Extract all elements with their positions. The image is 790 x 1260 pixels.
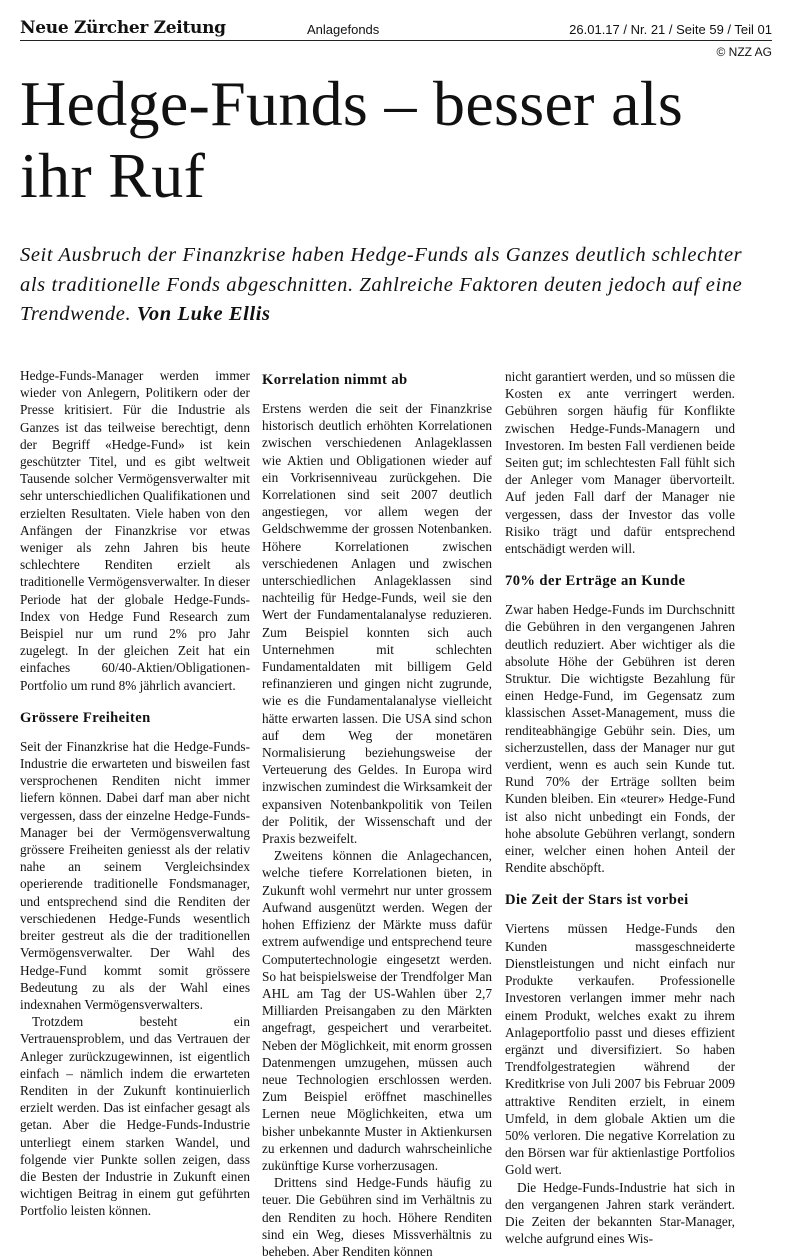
- masthead: [20, 18, 772, 41]
- subheading: Die Zeit der Stars ist vorbei: [505, 892, 689, 909]
- subheading: 70% der Erträge an Kunde: [505, 573, 686, 590]
- subheading: Grössere Freiheiten: [20, 709, 151, 726]
- byline: Von Luke Ellis: [136, 303, 271, 325]
- article-column-2: [262, 368, 492, 1260]
- article-lead: [20, 241, 760, 330]
- section-label: Anlagefonds: [307, 22, 380, 37]
- body-paragraph: Drittens sind Hedge-Funds häufig zu teuer. Die Gebühren sind im Verhältnis zu den Renditen zu hoch. Höhere Renditen sind ein Weg, dieses Missverhältnis zu beheben. Aber Renditen können: [262, 1175, 492, 1259]
- lead-text: Seit Ausbruch der Finanzkrise haben Hedge-Funds als Ganzes deutlich schlechter als traditionelle Fonds abgeschnitten. Zahlreiche Faktoren deuten jedoch auf eine Trendwende.: [20, 244, 743, 325]
- body-paragraph: Seit der Finanzkrise hat die Hedge-Funds-Industrie die erwarteten und bisweilen fast versprochenen Renditen nicht immer liefern können. Dabei darf man aber nicht vergessen, dass der einzelne Hedge-Funds-Manager bei der Vermögensverwaltung grössere Freiheiten geniesst als der relativ nahe an seinem Vergleichsindex operierende traditionelle Fondsmanager, und entsprechend sind die Renditen der verschiedenen Hedge-Funds wesentlich breiter gestreut als die der traditionellen Vermögensverwalter. Der Wahl des Hedge-Fund kommt somit grössere Bedeutung zu als der Wahl eines indexnahen Vermögensverwalters.: [20, 738, 250, 1012]
- body-paragraph: Trotzdem besteht ein Vertrauensproblem, und das Vertrauen der Anleger zurückzugewinnen, ist eigentlich einfach – nämlich indem die erwarteten Renditen in der Zukunft kontinuierlich erzielt werden. Das ist einfacher gesagt als getan. Aber die Hedge-Funds-Industrie unterliegt einem starken Wandel, und folgende vier Punkte sollen zeigen, dass die Besten der Industrie in Zukunft einen wichtigen Beitrag in einem gut geführten Portfolio leisten können.: [20, 1014, 250, 1219]
- article-column-3: [505, 368, 735, 1247]
- subheading: Korrelation nimmt ab: [262, 372, 408, 388]
- body-paragraph: nicht garantiert werden, und so müssen die Kosten ex ante verringert werden. Gebühren sorgen häufig für Konflikte zwischen Hedge-Funds-Managern und Investoren. Im besten Fall verdienen beide Seiten gut; im schlechtesten Fall fühlt sich der Anleger vom Manager übervorteilt. Auf jeden Fall darf der Manager nie vergessen, dass der Investor das volle Risiko trägt und dafür entsprechend entschädigt werden will.: [505, 369, 735, 557]
- copyright-notice: © NZZ AG: [716, 45, 772, 59]
- newspaper-name: Neue Zürcher Zeitung: [20, 18, 226, 38]
- body-paragraph: Zweitens können die Anlagechancen, welche tiefere Korrelationen bieten, in Zukunft wohl vermehrt nur unter grossem Aufwand ausgenützt werden. Wegen der hohen Effizienz der Märkte muss dafür extrem aufwendige und entsprechend teure Computertechnologie eingesetzt werden. So hat beispielsweise der Trendfolger Man AHL am Tag der US-Wahlen über 2,7 Milliarden Preisangaben zu den Märkten angefragt, gespeichert und verarbeitet. Neben der Möglichkeit, mit enorm grossen Datenmengen umzugehen, müssen auch neue Technologien erschlossen werden. Zum Beispiel eröffnet maschinelles Lernen neue Möglichkeiten, etwa um bisher unbekannte Muster in Aktienkursen zu erkennen und dadurch wahrscheinliche zukünftige Kurse vorherzusagen.: [262, 848, 492, 1173]
- body-paragraph: Erstens werden die seit der Finanzkrise historisch deutlich erhöhten Korrelationen zwischen verschiedenen Anlageklassen wie Aktien und Obligationen wieder auf ein Vorkrisenniveau zurückgehen. Die Korrelationen sind seit 2007 deutlich angestiegen, vor allem wegen der Geldschwemme der grossen Notenbanken. Höhere Korrelationen zwischen verschiedenen Anlagen und zwischen unterschiedlichen Anlageklassen sind nachteilig für Hedge-Funds, weil sie den Wert der Fundamentalanalyse reduzieren. Zum Beispiel konnten sich auch Unternehmen mit schlechten Fundamentaldaten mit billigem Geld refinanzieren und gingen nicht zugrunde, wie es die Fundamentalanalyse vielleicht hätte erwarten lassen. Die USA sind schon auf dem Weg der monetären Normalisierung beziehungsweise der Verteuerung des Geldes. In Europa wird inzwischen zumindest die Wirksamkeit der expansiven Notenbankpolitik von Teilen der Politik, der Wissenschaft und der Praxis bezweifelt.: [262, 401, 492, 847]
- body-paragraph: Zwar haben Hedge-Funds im Durchschnitt die Gebühren in den vergangenen Jahren deutlich reduziert. Aber wichtiger als die absolute Höhe der Gebühren ist deren Struktur. Die wichtigste Bezahlung für einen Hedge-Fund, im Gegensatz zum klassischen Asset-Management, muss die renditeabhängige Gebühr sein. Dies, um sicherzustellen, dass der Manager nur gut verdient, wenn es auch sein Kunde tut. Rund 70% der Erträge sollten beim Kunden bleiben. Ein «teurer» Hedge-Fund ist also nicht unbedingt ein Fonds, der hohe absolute Gebühren verlangt, sondern einer, welcher einen hohen Anteil der Rendite abschöpft.: [505, 602, 735, 876]
- article-column-1: [20, 367, 250, 1220]
- issue-info: 26.01.17 / Nr. 21 / Seite 59 / Teil 01: [569, 22, 772, 37]
- body-paragraph: Viertens müssen Hedge-Funds den Kunden massgeschneiderte Dienstleistungen und nicht einfach nur Produkte verkaufen. Professionelle Investoren verlangen immer mehr nach einem Produkt, welches exakt zu ihrem Anlageportfolio passt und dieses effizient ergänzt und diversifiziert. So haben Trendfolgestrategien während der Kreditkrise von Juli 2007 bis Februar 2009 attraktive Renditen erzielt, in einem Umfeld, in dem globale Aktien um die 50% verloren. Die negative Korrelation zu den Börsen war für aktienlastige Portfolios Gold wert.: [505, 921, 735, 1178]
- body-paragraph: Die Hedge-Funds-Industrie hat sich in den vergangenen Jahren stark verändert. Die Zeiten der bekannten Star-Manager, welche aufgrund eines Wis-: [505, 1179, 735, 1247]
- body-paragraph: Hedge-Funds-Manager werden immer wieder von Anlegern, Politikern oder der Presse kritisiert. Für die Industrie als Ganzes ist das teilweise berechtigt, denn der Begriff «Hedge-Fund» ist kein geschützter Titel, und es gibt weltweit Tausende solcher Vermögensverwalter mit sehr unterschiedlichen Qualifikationen und erzielten Resultaten. Viele haben von den Anfängen der Finanzkrise vor etwas weniger als zehn Jahren bis heute schlechtere Renditen erzielt als traditionelle Vermögensverwalter. In dieser Periode hat der globale Hedge-Funds-Index von Hedge Fund Research zum Beispiel nur um rund 2% pro Jahr zugelegt. In der gleichen Zeit hat ein einfaches 60/40-Aktien/Obligationen-Portfolio um rund 8% jährlich avanciert.: [20, 368, 250, 693]
- article-headline: Hedge-Funds – besser als ihr Ruf: [20, 68, 684, 211]
